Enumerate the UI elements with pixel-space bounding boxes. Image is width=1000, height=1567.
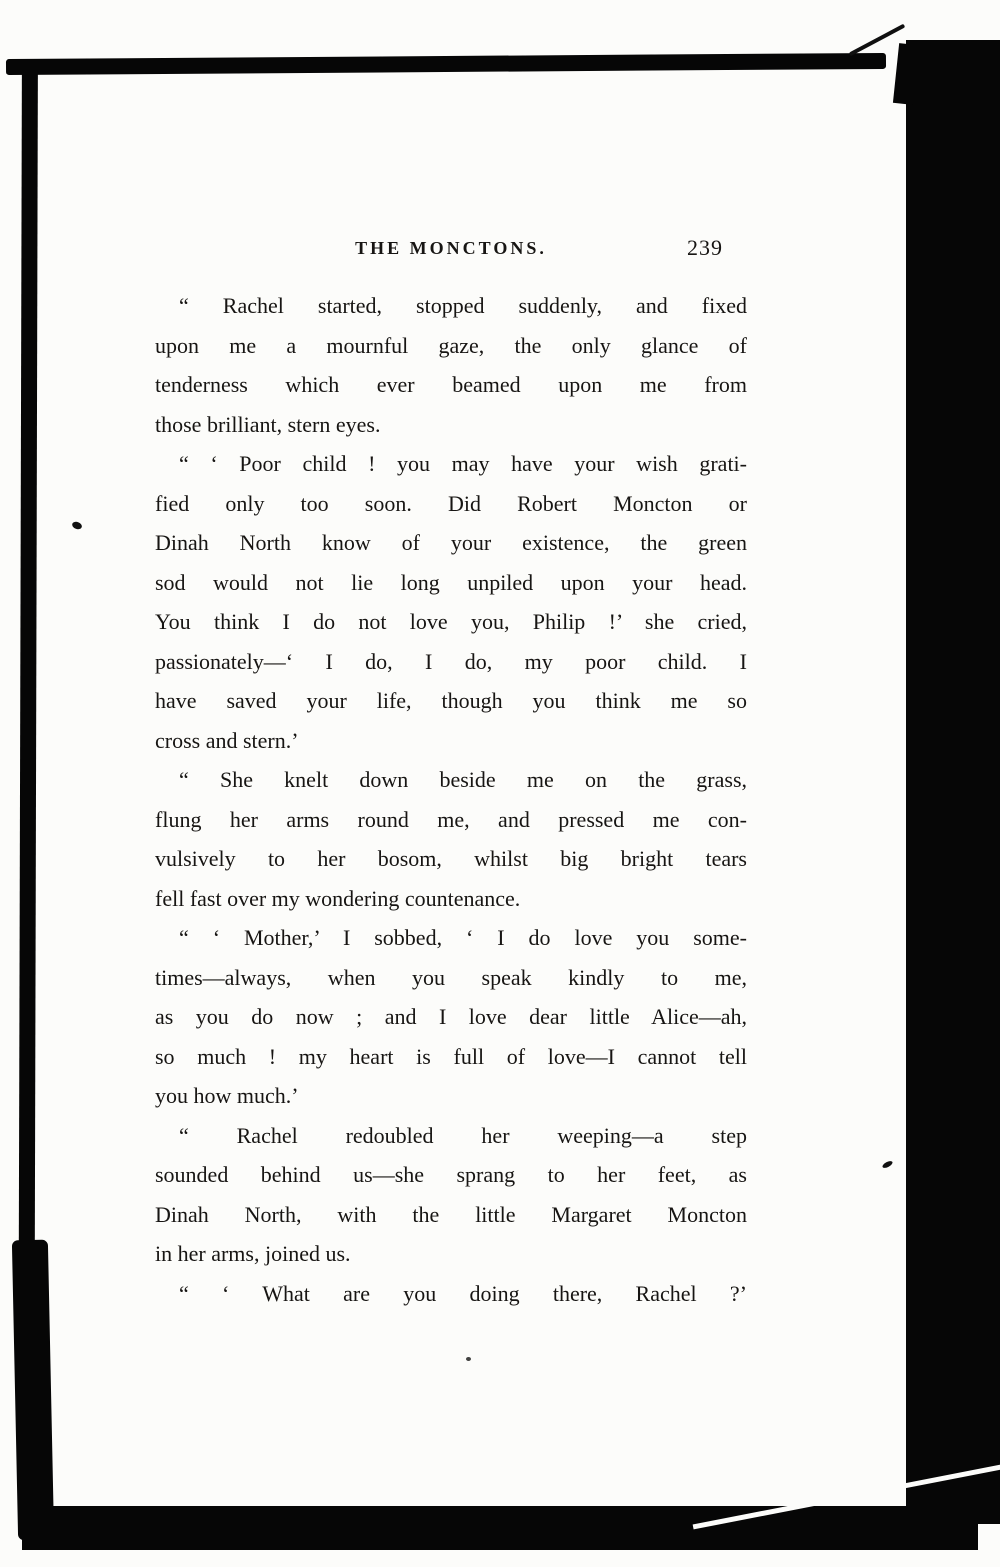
text-line: You think I do not love you, Philip !’ she cried, [155, 609, 747, 634]
page-header [155, 235, 747, 270]
text-line: as you do now ; and I love dear little Alice—ah, [155, 1004, 747, 1029]
scan-speckle [881, 1160, 893, 1170]
page-body [155, 286, 747, 1313]
text-line: flung her arms round me, and pressed me con- [155, 806, 747, 832]
text-line: so much ! my heart is full of love—I cannot tell [155, 1043, 747, 1069]
text-line: have saved your life, though you think me so [155, 688, 747, 713]
text-line: “ Rachel started, stopped suddenly, and fixed [179, 293, 747, 318]
text-line: Dinah North know of your existence, the green [155, 530, 747, 555]
page-number: 239 [687, 235, 723, 260]
text-line: those brilliant, stern eyes. [155, 411, 381, 437]
scan-pen-stroke [849, 24, 906, 57]
text-line: “ ‘ Poor child ! you may have your wish grati- [179, 451, 747, 476]
scan-edge-left-bottom [12, 1240, 54, 1541]
scan-speckle [71, 521, 83, 531]
scan-edge-top [6, 53, 886, 75]
text-line: “ ‘ Mother,’ I sobbed, ‘ I do love you some- [179, 925, 747, 950]
text-line: tenderness which ever beamed upon me from [155, 372, 747, 397]
text-line: times—always, when you speak kindly to me, [155, 964, 747, 990]
text-line: cross and stern.’ [155, 727, 299, 753]
text-line: passionately—‘ I do, I do, my poor child. I [155, 648, 747, 674]
scan-edge-right [906, 40, 1000, 1524]
text-line: sounded behind us—she sprang to her feet, as [155, 1162, 747, 1187]
text-line: “ ‘ What are you doing there, Rachel ?’ [179, 1280, 747, 1306]
scan-edge-bottom [22, 1506, 978, 1550]
text-line: sod would not lie long unpiled upon your head. [155, 569, 747, 595]
text-line: in her arms, joined us. [155, 1241, 351, 1266]
text-line: “ Rachel redoubled her weeping—a step [179, 1122, 747, 1148]
text-line: “ She knelt down beside me on the grass, [179, 767, 747, 792]
text-line: Dinah North, with the little Margaret Moncton [155, 1201, 747, 1227]
text-line: fied only too soon. Did Robert Moncton or [155, 490, 747, 516]
text-line: upon me a mournful gaze, the only glance of [155, 332, 747, 358]
running-title: THE MONCTONS. [355, 238, 547, 258]
text-line: vulsively to her bosom, whilst big bright tears [155, 846, 747, 871]
text-line: you how much.’ [155, 1083, 299, 1108]
page-content [155, 235, 747, 1313]
scan-speckle [466, 1357, 471, 1361]
text-line: fell fast over my wondering countenance. [155, 885, 521, 911]
